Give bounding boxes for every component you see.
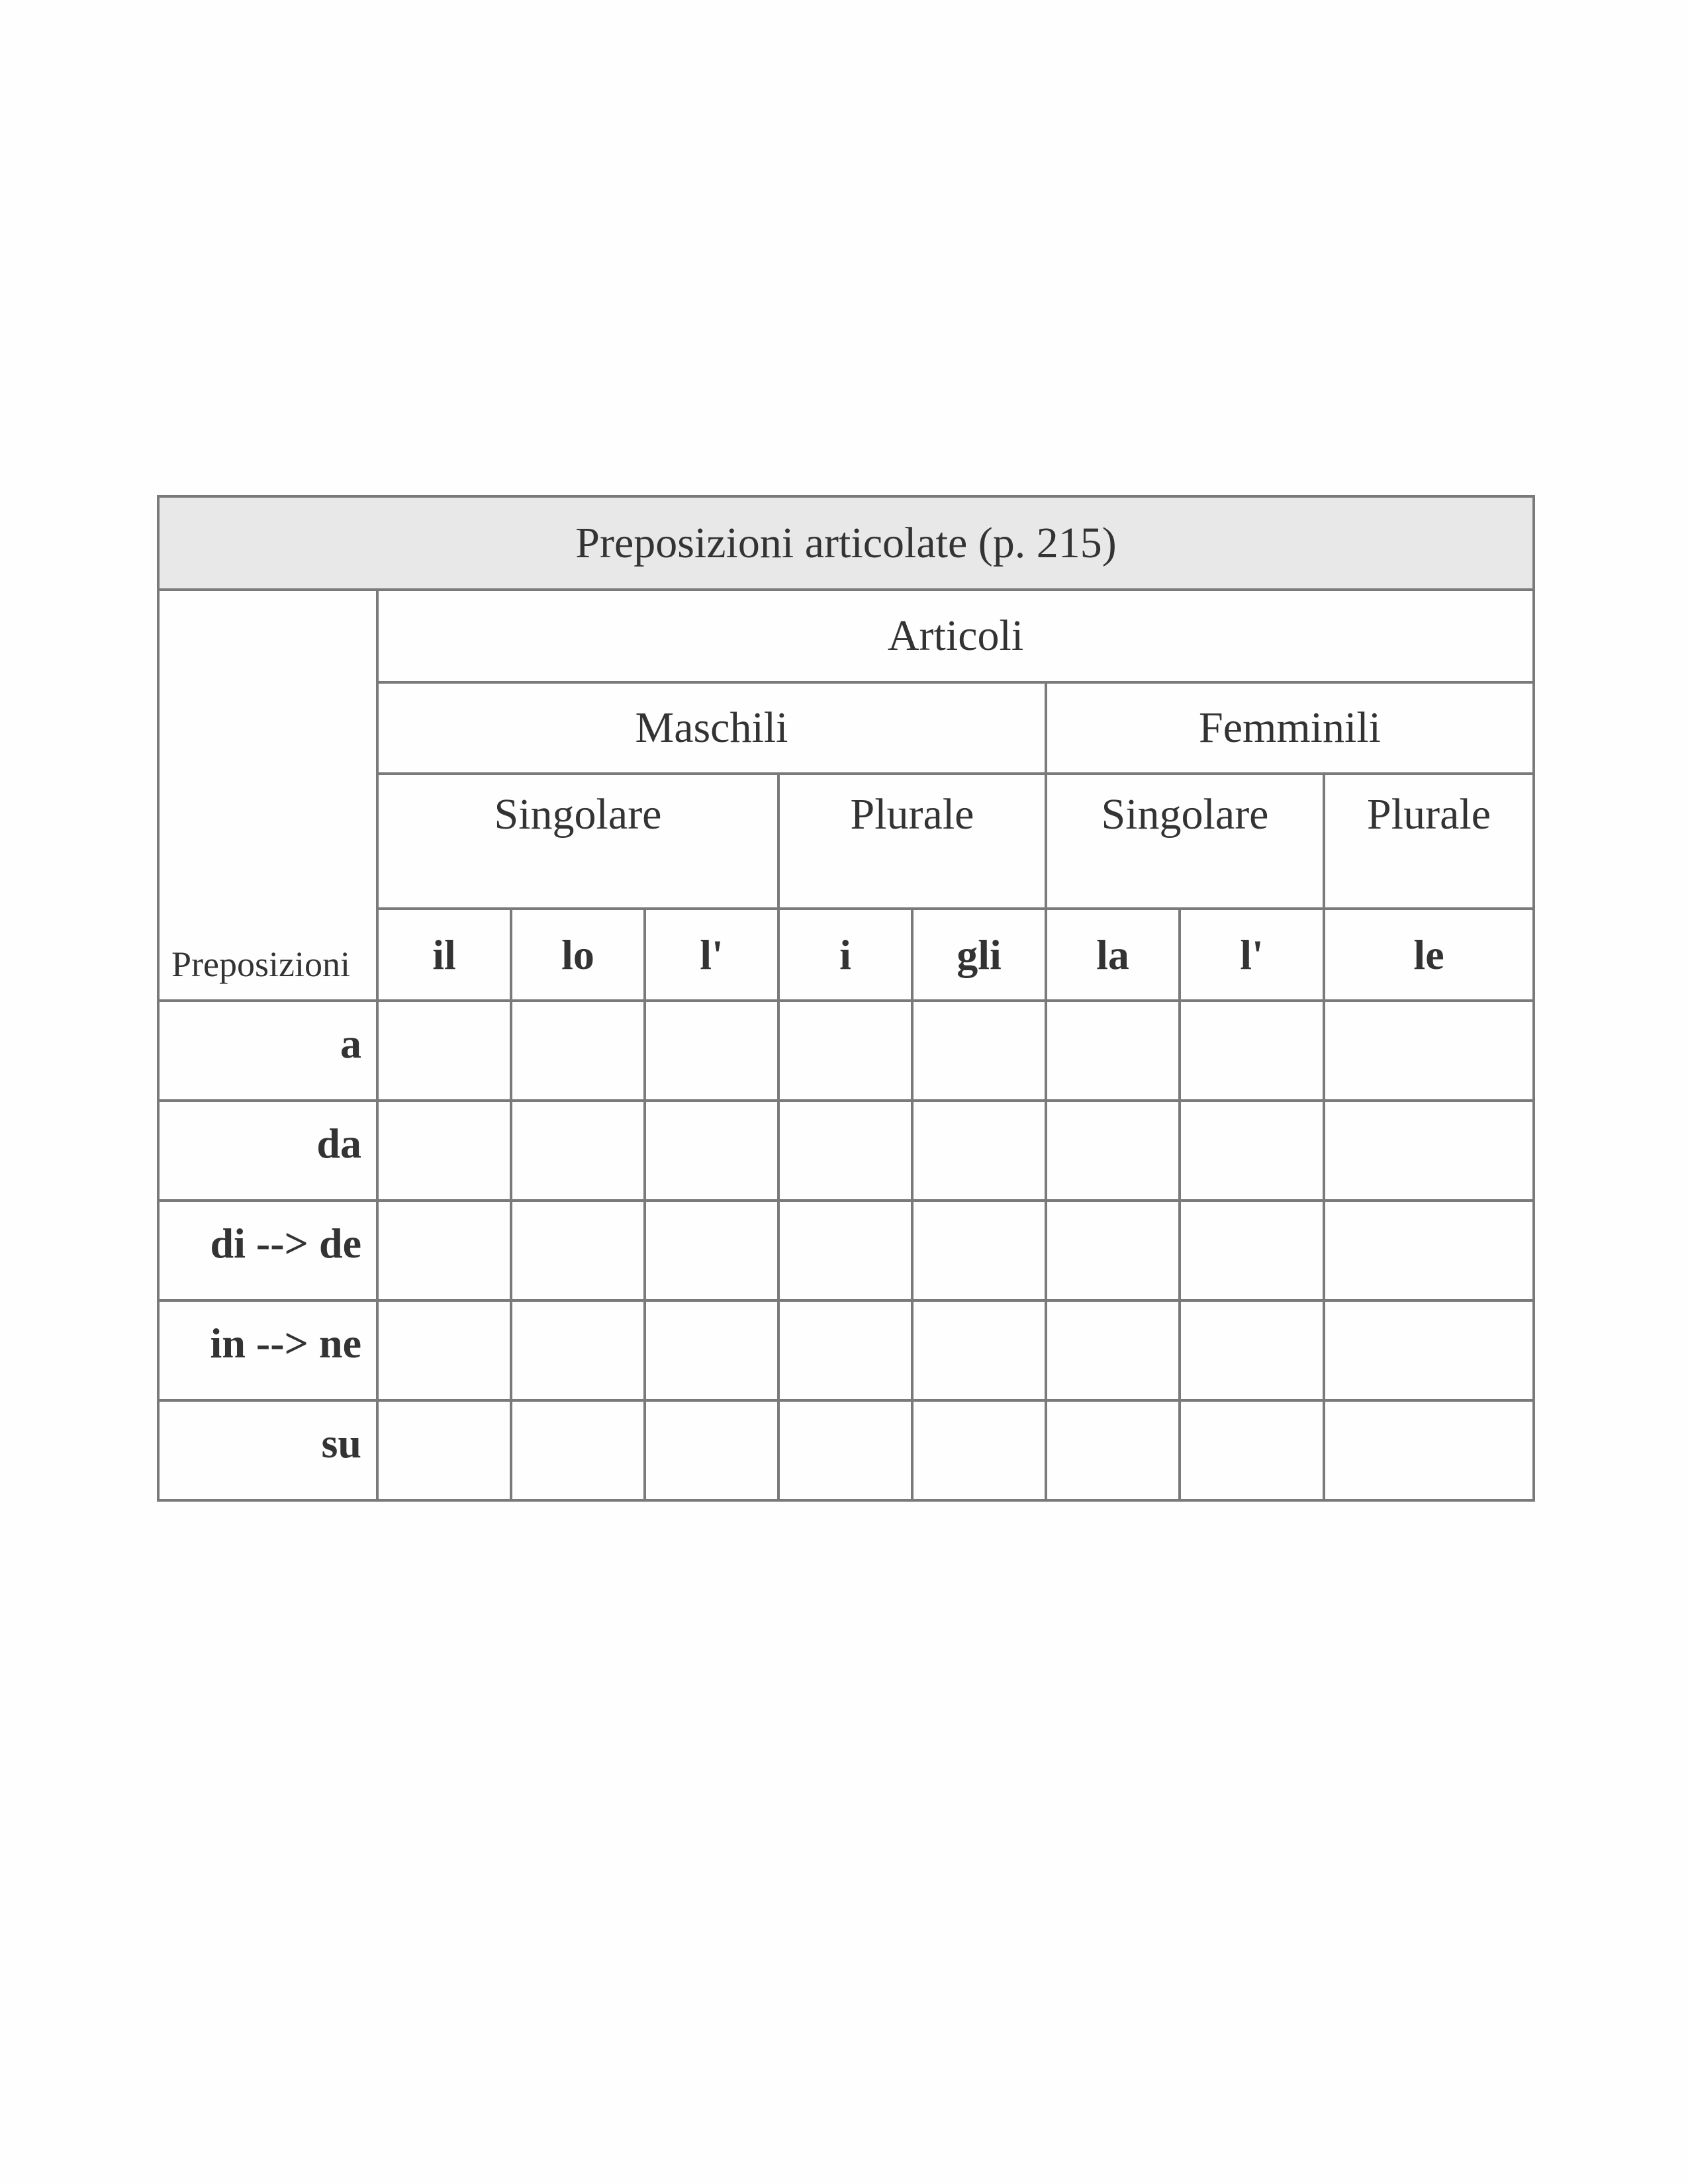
preposition-label: di --> de [158, 1201, 377, 1300]
answer-cell[interactable] [511, 1300, 645, 1400]
answer-cell[interactable] [511, 1201, 645, 1300]
femminili-header: Femminili [1046, 682, 1534, 774]
answer-cell[interactable] [377, 1001, 511, 1101]
answer-cell[interactable] [645, 1101, 778, 1201]
answer-cell[interactable] [377, 1201, 511, 1300]
article-header: la [1046, 909, 1180, 1001]
article-header: l' [1180, 909, 1324, 1001]
answer-cell[interactable] [1180, 1001, 1324, 1101]
answer-cell[interactable] [912, 1001, 1046, 1101]
answer-cell[interactable] [377, 1300, 511, 1400]
table-row [158, 1101, 1534, 1201]
answer-cell[interactable] [1324, 1201, 1534, 1300]
table-title: Preposizioni articolate (p. 215) [158, 496, 1534, 590]
answer-cell[interactable] [912, 1300, 1046, 1400]
answer-cell[interactable] [377, 1101, 511, 1201]
answer-cell[interactable] [511, 1400, 645, 1500]
answer-cell[interactable] [645, 1001, 778, 1101]
maschili-singolare-header: Singolare [377, 774, 778, 909]
femminili-singolare-header: Singolare [1046, 774, 1324, 909]
answer-cell[interactable] [778, 1300, 912, 1400]
answer-cell[interactable] [778, 1201, 912, 1300]
article-header: l' [645, 909, 778, 1001]
preposition-label: su [158, 1400, 377, 1500]
answer-cell[interactable] [511, 1001, 645, 1101]
maschili-header: Maschili [377, 682, 1046, 774]
answer-cell[interactable] [912, 1101, 1046, 1201]
preposition-label: da [158, 1101, 377, 1201]
answer-cell[interactable] [1046, 1001, 1180, 1101]
table-row [158, 1201, 1534, 1300]
answer-cell[interactable] [1046, 1201, 1180, 1300]
preposition-label: a [158, 1001, 377, 1101]
answer-cell[interactable] [1180, 1400, 1324, 1500]
article-header: le [1324, 909, 1534, 1001]
femminili-plurale-header: Plurale [1324, 774, 1534, 909]
answer-cell[interactable] [912, 1201, 1046, 1300]
answer-cell[interactable] [645, 1400, 778, 1500]
answer-cell[interactable] [645, 1300, 778, 1400]
answer-cell[interactable] [1324, 1300, 1534, 1400]
answer-cell[interactable] [1324, 1001, 1534, 1101]
table-row [158, 1400, 1534, 1500]
article-header: lo [511, 909, 645, 1001]
preposizioni-header: Preposizioni [158, 590, 377, 1001]
answer-cell[interactable] [1324, 1400, 1534, 1500]
article-header: il [377, 909, 511, 1001]
answer-cell[interactable] [778, 1001, 912, 1101]
answer-cell[interactable] [912, 1400, 1046, 1500]
answer-cell[interactable] [1046, 1101, 1180, 1201]
answer-cell[interactable] [1180, 1101, 1324, 1201]
answer-cell[interactable] [377, 1400, 511, 1500]
answer-cell[interactable] [1324, 1101, 1534, 1201]
answer-cell[interactable] [511, 1101, 645, 1201]
answer-cell[interactable] [1180, 1300, 1324, 1400]
prepositions-table [157, 495, 1535, 1502]
answer-cell[interactable] [1046, 1400, 1180, 1500]
articoli-header: Articoli [377, 590, 1534, 682]
answer-cell[interactable] [1046, 1300, 1180, 1400]
table-row [158, 1001, 1534, 1101]
article-header: gli [912, 909, 1046, 1001]
answer-cell[interactable] [1180, 1201, 1324, 1300]
maschili-plurale-header: Plurale [778, 774, 1046, 909]
answer-cell[interactable] [645, 1201, 778, 1300]
answer-cell[interactable] [778, 1400, 912, 1500]
table-row [158, 1300, 1534, 1400]
article-header: i [778, 909, 912, 1001]
answer-cell[interactable] [778, 1101, 912, 1201]
preposition-label: in --> ne [158, 1300, 377, 1400]
